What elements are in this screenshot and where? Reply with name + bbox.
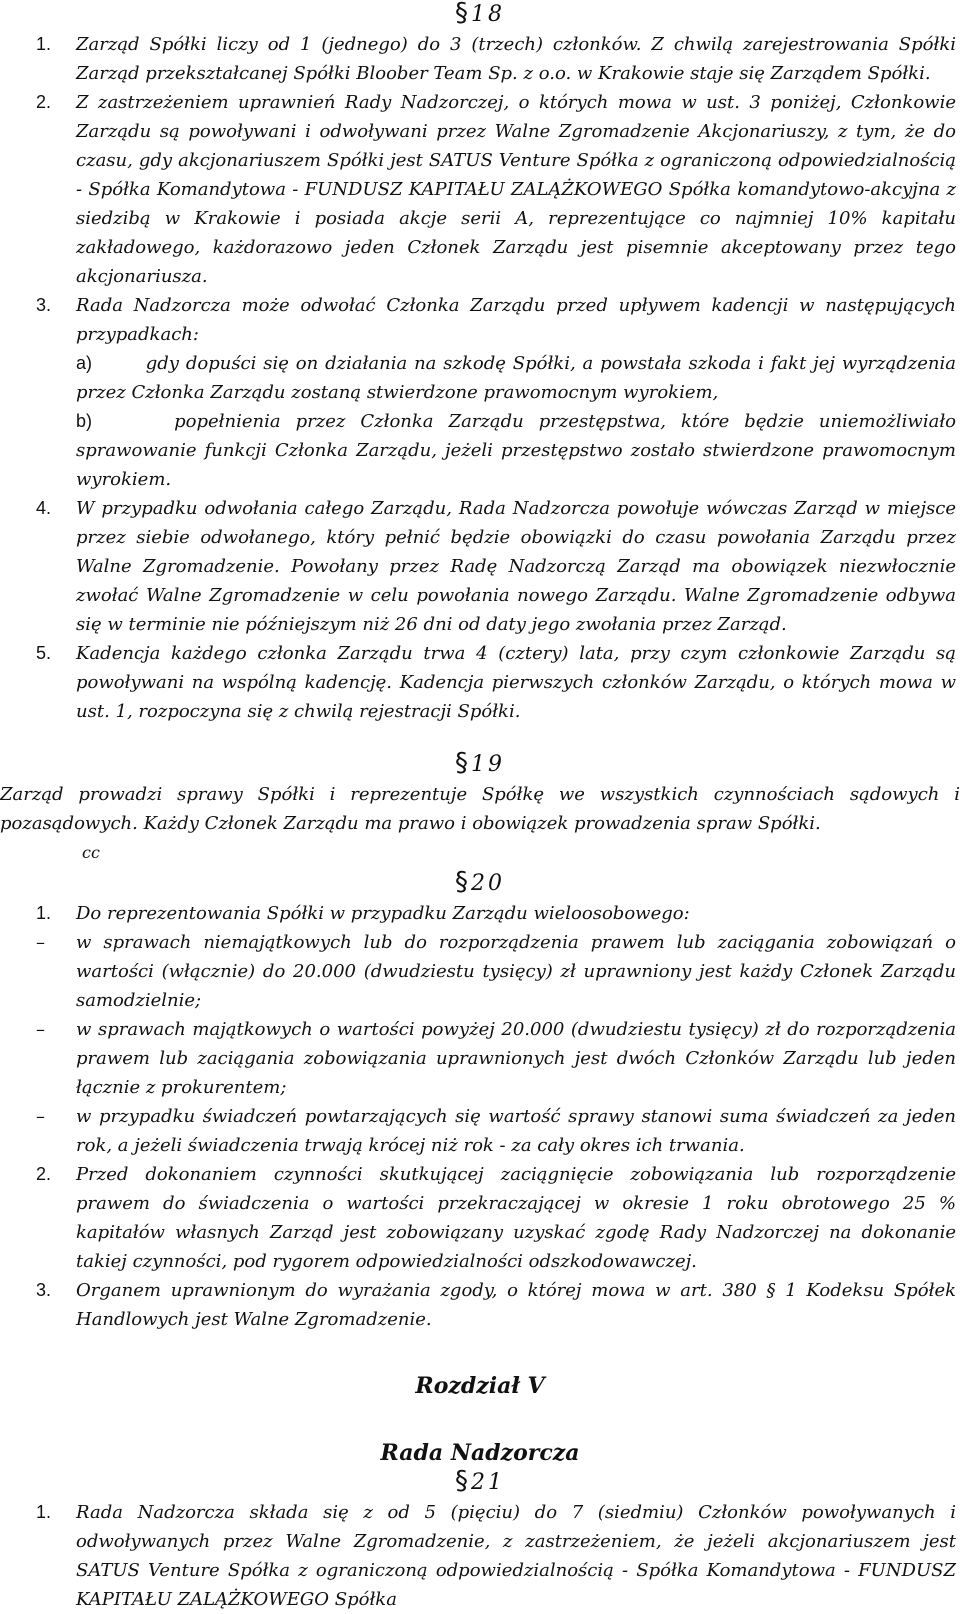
section-sign-icon: § [455,1466,471,1496]
section-19-heading: §19 [455,748,505,778]
section-20-heading: §20 [455,867,505,897]
s19-text: Zarząd prowadzi sprawy Spółki i reprezentuje Spółkę we wszystkich czynnościach sądowych i pozasądowych. Każdy Członek Zarządu ma prawo i obowiązek prowadzenia spraw Spółki. [0,784,960,834]
s21-point-1: 1. Rada Nadzorcza składa się z od 5 (pięciu) do 7 (siedmiu) Członków powoływanych i odwoływanych przez Walne Zgromadzenie, z zastrzeżeniem, że jeżeli akcjonariuszem jest SATUS Venture Spółka z ograniczoną odpowiedzialnością - Spółka Komandytowa - FUNDUSZ KAPITAŁU ZALĄŻKOWEGO Spółka [36,1502,956,1610]
s18-point-3a: a) gdy dopuści się on działania na szkodę Spółki, a powstała szkoda i fakt jej wyrządzenia przez Członka Zarządu zostaną stwierdzone prawomocnym wyrokiem, [76,353,956,403]
s20-point-1: 1. Do reprezentowania Spółki w przypadku Zarządu wieloosobowego: [36,903,690,924]
s18-point-4: 4. W przypadku odwołania całego Zarządu, Rada Nadzorcza powołuje wówczas Zarząd w miejsce przez siebie odwołanego, który pełnić będzie obowiązki do czasu powołania Zarządu przez Walne Zgromadzenie. Powołany przez Radę Nadzorczą Zarząd ma obowiązek niezwłocznie zwołać Walne Zgromadzenie w celu powołania nowego Zarządu. Walne Zgromadzenie odbywa się w terminie nie późniejszym niż 26 dni od daty jego zwołania przez Zarząd. [36,498,956,635]
s18-point-2: 2. Z zastrzeżeniem uprawnień Rady Nadzorczej, o których mowa w ust. 3 poniżej, Członkowie Zarządu są powoływani i odwoływani przez Walne Zgromadzenie Akcjonariuszy, z tym, że do czasu, gdy akcjonariuszem Spółki jest SATUS Venture Spółka z ograniczoną odpowiedzialnością - Spółka Komandytowa - FUNDUSZ KAPITAŁU ZALĄŻKOWEGO Spółka komandytowo-akcyjna z siedzibą w Krakowie i posiada akcje serii A, reprezentujące co najmniej 10% kapitału zakładowego, każdorazowo jeden Członek Zarządu jest pisemnie akceptowany przez tego akcjonariusza. [36,92,956,287]
section-sign-icon: § [455,0,471,28]
board-title: Rada Nadzorcza [380,1440,580,1466]
dash-icon: – [36,1106,45,1127]
dash-icon: – [36,1019,45,1040]
s18-point-5: 5. Kadencja każdego członka Zarządu trwa 4 (cztery) lata, przy czym członkowie Zarządu są powoływani na wspólną kadencję. Kadencja pierwszych członków Zarządu, o których mowa w ust. 1, rozpoczyna się z chwilą rejestracji Spółki. [36,643,956,722]
s20-dash-3: – w przypadku świadczeń powtarzających się wartość sprawy stanowi suma świadczeń za jeden rok, a jeżeli świadczenia trwają krócej niż rok - za cały okres ich trwania. [0,1102,960,1160]
s20-point-3: 3. Organem uprawnionym do wyrażania zgody, o której mowa w art. 380 § 1 Kodeksu Spółek Handlowych jest Walne Zgromadzenie. [36,1280,956,1330]
s18-point-3: 3. Rada Nadzorcza może odwołać Członka Zarządu przed upływem kadencji w następujących przypadkach: [36,295,956,345]
s20-point-2: 2. Przed dokonaniem czynności skutkującej zaciągnięcie zobowiązania lub rozporządzenie prawem do świadczenia o wartości przekraczającej w okresie 1 roku obrotowego 25 % kapitałów własnych Zarząd jest zobowiązany uzyskać zgodę Rady Nadzorczej na dokonanie takiej czynności, pod rygorem odpowiedzialności odszkodowawczej. [36,1164,956,1272]
section-sign-icon: § [455,867,471,897]
s18-point-1: 1. Zarząd Spółki liczy od 1 (jednego) do 3 (trzech) członków. Z chwilą zarejestrowania Spółki Zarząd przekształcanej Spółki Bloober Team Sp. z o.o. w Krakowie staje się Zarządem Spółki. [36,34,956,84]
section-sign-icon: § [455,748,471,778]
section-18-heading: §18 [455,0,505,28]
section-21-heading: §21 [455,1466,505,1496]
chapter-title: Rozdział V [415,1373,545,1399]
s19-note: cc [82,843,100,862]
s20-dash-2: – w sprawach majątkowych o wartości powyżej 20.000 (dwudziestu tysięcy) zł do rozporządzenia prawem lub zaciągania zobowiązania uprawnionych jest dwóch Członków Zarządu lub jeden łącznie z prokurentem; [0,1015,960,1102]
dash-icon: – [36,932,45,953]
s20-dash-1: – w sprawach niemajątkowych lub do rozporządzenia prawem lub zaciągania zobowiązań o wartości (włącznie) do 20.000 (dwudziestu tysięcy) zł uprawniony jest każdy Członek Zarządu samodzielnie; [0,928,960,1015]
s18-point-3b: b) popełnienia przez Członka Zarządu przestępstwa, które będzie uniemożliwiało sprawowanie funkcji Członka Zarządu, jeżeli przestępstwo zostało stwierdzone prawomocnym wyrokiem. [76,411,956,490]
